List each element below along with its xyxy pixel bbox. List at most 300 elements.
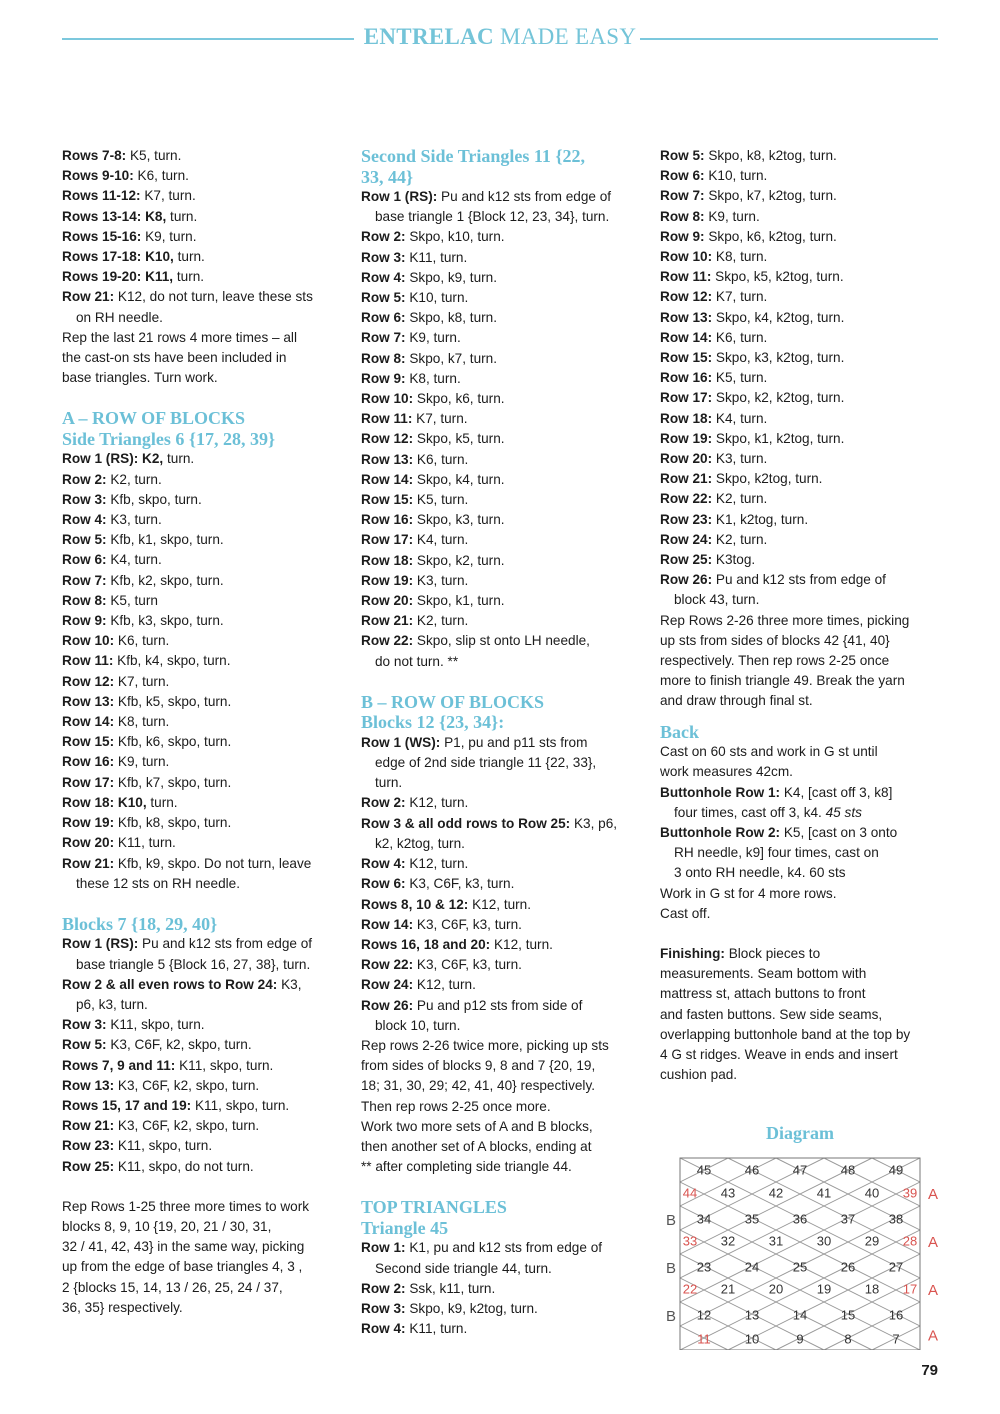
- row-label: Row 25:: [660, 552, 713, 568]
- instruction-text: K7, turn.: [140, 188, 196, 204]
- instruction-text: Skpo, k7, turn.: [405, 350, 497, 366]
- instruction-text: cushion pad.: [660, 1067, 738, 1083]
- instruction-line: [660, 570, 945, 590]
- row-label: Row 24:: [361, 977, 414, 993]
- instruction-line: [62, 854, 347, 874]
- row-label: Rows 17-18: K10,: [62, 249, 174, 265]
- section-heading: Blocks 12 {23, 34}:: [361, 712, 505, 733]
- row-label: Row 5:: [62, 1037, 107, 1053]
- row-label: Row 14:: [361, 471, 414, 487]
- instruction-text: K3tog.: [712, 552, 756, 568]
- instruction-text: base triangle 1 {Block 12, 23, 34}, turn.: [375, 209, 610, 225]
- instruction-line: [660, 671, 945, 691]
- instruction-text: Skpo, k2, k2tog, turn.: [712, 390, 845, 406]
- row-label: Rows 7, 9 and 11:: [62, 1057, 176, 1073]
- row-label: Row 1 (RS):: [361, 189, 438, 204]
- row-label: Row 14:: [62, 714, 115, 730]
- instruction-line: [361, 227, 646, 247]
- instruction-text: up sts from sides of blocks 42 {41, 40}: [660, 632, 890, 648]
- instruction-line: [361, 834, 646, 854]
- instruction-text: 18; 31, 30, 29; 42, 41, 40} respectively.: [361, 1078, 596, 1094]
- instruction-line: [361, 1117, 646, 1137]
- instruction-line: [62, 1217, 347, 1237]
- instruction-line: [361, 975, 646, 995]
- column-left: [62, 146, 347, 1318]
- row-label: Row 4:: [361, 1321, 406, 1337]
- row-label: Row 18: K10,: [62, 794, 147, 810]
- instruction-line: [62, 267, 347, 287]
- instruction-line: [361, 328, 646, 348]
- row-label: Row 21:: [62, 855, 115, 871]
- row-label: Rows 8, 10 & 12:: [361, 896, 469, 912]
- diagram-number: 34: [696, 1211, 712, 1227]
- instruction-text: P1, pu and p11 sts from: [440, 734, 588, 750]
- instruction-line: [361, 611, 646, 631]
- instruction-text: these 12 sts on RH needle.: [76, 875, 240, 891]
- row-label: Row 21:: [62, 289, 115, 305]
- instruction-text: K3, turn.: [106, 512, 162, 528]
- row-label: Row 1 (WS):: [361, 734, 441, 750]
- instruction-text: from sides of blocks 9, 8 and 7 {20, 19,: [361, 1058, 596, 1074]
- diagram-number: 46: [744, 1162, 760, 1178]
- instruction-text: Cast off.: [660, 905, 711, 921]
- entrelac-diagram: [660, 1150, 940, 1350]
- diagram-number: 10: [744, 1331, 760, 1347]
- instruction-line: [361, 1299, 646, 1319]
- section-heading: Side Triangles 6 {17, 28, 39}: [62, 428, 276, 449]
- instruction-line: [361, 308, 646, 328]
- instruction-line: [361, 1016, 646, 1036]
- row-label: Buttonhole Row 1:: [660, 784, 781, 800]
- instruction-line: [660, 469, 945, 489]
- instruction-text: Block pieces to: [724, 946, 821, 962]
- instruction-text: turn.: [173, 269, 205, 285]
- row-label: Row 5:: [660, 148, 705, 163]
- row-label: Row 26:: [660, 572, 713, 588]
- instruction-line: [62, 1015, 347, 1035]
- instruction-line: [361, 753, 646, 773]
- instruction-text: turn.: [173, 249, 205, 265]
- instruction-line: [62, 490, 347, 510]
- diagram-number: 29: [864, 1233, 880, 1249]
- instruction-line: [62, 955, 347, 975]
- row-label: Row 3:: [361, 249, 406, 265]
- instruction-line: [62, 712, 347, 732]
- row-label: Row 6:: [660, 168, 705, 184]
- instruction-line: [62, 732, 347, 752]
- instruction-line: [361, 490, 646, 510]
- instruction-line: [361, 854, 646, 874]
- instruction-line: [660, 863, 945, 883]
- instruction-text: Rep Rows 2-26 three more times, picking: [660, 612, 910, 628]
- row-label: Row 2:: [62, 471, 107, 487]
- diagram-number: 41: [816, 1185, 832, 1201]
- instruction-text: K3, C6F, k2, skpo, turn.: [106, 1037, 252, 1053]
- row-label: Row 14:: [660, 329, 713, 345]
- instruction-line: [62, 813, 347, 833]
- instruction-line: [62, 1056, 347, 1076]
- instruction-text: respectively. Then rep rows 2-25 once: [660, 653, 890, 669]
- row-label: Row 15:: [660, 350, 713, 366]
- instruction-text: K11, skpo, turn.: [175, 1057, 274, 1073]
- diagram-number: 27: [888, 1259, 904, 1275]
- instruction-line: [62, 1035, 347, 1055]
- spacer: [660, 924, 945, 944]
- row-label: Row 18:: [660, 410, 713, 426]
- diagram-number: 13: [744, 1307, 760, 1323]
- instruction-text: K5, turn.: [126, 148, 182, 163]
- instruction-text: K11, skpo, turn.: [106, 1017, 205, 1033]
- instruction-text: then another set of A blocks, ending at: [361, 1138, 592, 1154]
- instruction-text: K8, turn.: [114, 714, 170, 730]
- side-letter-a: A: [928, 1233, 939, 1251]
- side-letter-a: A: [928, 1281, 939, 1299]
- row-label: Row 17:: [660, 390, 713, 406]
- instruction-text: do not turn. **: [375, 653, 459, 669]
- instruction-text: K5, [cast on 3 onto: [780, 825, 898, 840]
- instruction-text: K5, turn.: [413, 492, 469, 508]
- diagram-number: 39: [902, 1185, 918, 1201]
- instruction-text: 32 / 41, 42, 43} in the same way, picking: [62, 1239, 305, 1255]
- instruction-line: [361, 874, 646, 894]
- row-label: Row 10:: [660, 249, 713, 265]
- instruction-text: Skpo, k3, turn.: [413, 512, 505, 528]
- row-label: Row 3:: [361, 1300, 406, 1316]
- diagram-number: 12: [696, 1307, 712, 1323]
- instruction-text: K7, turn.: [114, 673, 170, 689]
- row-label: Row 13:: [62, 1077, 115, 1093]
- instruction-line: [660, 1005, 945, 1025]
- row-label: Row 19:: [62, 815, 115, 831]
- instruction-line: [361, 591, 646, 611]
- instruction-text: Skpo, k8, k2tog, turn.: [704, 148, 837, 163]
- row-label: Buttonhole Row 2:: [660, 825, 781, 840]
- instruction-line: [660, 904, 945, 924]
- instruction-text: K12, turn.: [490, 936, 553, 952]
- instruction-line: [62, 328, 347, 348]
- instruction-line: [62, 166, 347, 186]
- instruction-text: K3, C6F, k2, skpo, turn.: [114, 1118, 260, 1134]
- instruction-text: K6, turn.: [712, 329, 768, 345]
- instruction-line: [361, 470, 646, 490]
- instruction-line: [361, 530, 646, 550]
- row-label: Row 22:: [361, 633, 414, 649]
- page-number: 79: [921, 1362, 938, 1379]
- instruction-text: K11, skpo, do not turn.: [114, 1158, 254, 1174]
- spacer: [660, 712, 945, 722]
- instruction-line: [361, 773, 646, 793]
- instruction-text: Skpo, k6, turn.: [413, 391, 505, 407]
- diagram-number: 8: [844, 1331, 852, 1347]
- side-letter-b: B: [666, 1212, 677, 1230]
- instruction-text: K9, turn.: [704, 208, 760, 224]
- diagram-number: 21: [720, 1281, 736, 1297]
- row-label: Row 3 & all odd rows to Row 25:: [361, 815, 571, 831]
- instruction-text: turn.: [166, 208, 198, 224]
- diagram-number: 36: [792, 1211, 808, 1227]
- header-rule-right: [640, 38, 938, 40]
- header-title-bold: ENTRELAC: [363, 24, 494, 49]
- section-heading: A – ROW OF BLOCKS: [62, 408, 246, 429]
- row-label: Row 10:: [361, 391, 414, 407]
- instruction-line: [660, 1045, 945, 1065]
- instruction-text: Skpo, k1, turn.: [413, 593, 505, 609]
- instruction-line: [62, 530, 347, 550]
- row-label: Finishing:: [660, 946, 725, 962]
- section-heading: Blocks 7 {18, 29, 40}: [62, 913, 218, 934]
- instruction-text: K11, turn.: [114, 835, 176, 851]
- instruction-line: [660, 207, 945, 227]
- instruction-text: K2, turn.: [712, 491, 768, 507]
- instruction-line: [62, 146, 347, 166]
- instruction-text: Skpo, k6, k2tog, turn.: [704, 228, 837, 244]
- instruction-text: Kfb, k3, skpo, turn.: [106, 613, 224, 629]
- diagram-number: 37: [840, 1211, 856, 1227]
- instruction-line: [62, 571, 347, 591]
- row-label: Row 12:: [361, 431, 414, 447]
- instruction-line: [62, 874, 347, 894]
- diagram-number: 48: [840, 1162, 856, 1178]
- instruction-text: ** after completing side triangle 44.: [361, 1159, 572, 1175]
- instruction-text: K12, do not turn, leave these sts: [114, 289, 313, 305]
- instruction-line: [660, 651, 945, 671]
- diagram-number: 24: [744, 1259, 760, 1275]
- instruction-line: [660, 146, 945, 166]
- row-label: Row 13:: [361, 451, 414, 467]
- instruction-text: Kfb, k4, skpo, turn.: [113, 653, 231, 669]
- side-letter-b: B: [666, 1308, 677, 1326]
- instruction-line: [660, 611, 945, 631]
- row-label: Row 8:: [361, 350, 406, 366]
- instruction-text: K9, turn.: [114, 754, 170, 770]
- instruction-line: [361, 187, 646, 207]
- instruction-text: measurements. Seam bottom with: [660, 966, 867, 982]
- row-label: Row 20:: [361, 593, 414, 609]
- instruction-line: [62, 308, 347, 328]
- instruction-text: Rep the last 21 rows 4 more times – all: [62, 329, 297, 345]
- instruction-text: base triangles. Turn work.: [62, 370, 218, 386]
- instruction-text: K3, turn.: [413, 572, 469, 588]
- diagram-number: 17: [902, 1281, 918, 1297]
- instruction-line: [62, 550, 347, 570]
- instruction-text: K10, turn.: [704, 168, 768, 184]
- instruction-line: [660, 308, 945, 328]
- instruction-text: Then rep rows 2-25 once more.: [361, 1098, 551, 1114]
- instruction-text: Skpo, k2tog, turn.: [712, 471, 823, 487]
- row-label: Rows 15, 17 and 19:: [62, 1098, 192, 1114]
- instruction-line: [660, 227, 945, 247]
- instruction-line: [660, 550, 945, 570]
- row-label: Row 7:: [62, 572, 107, 588]
- diagram-number: 22: [682, 1281, 698, 1297]
- section-heading: Back: [660, 721, 700, 742]
- row-label: Row 2:: [361, 795, 406, 811]
- instruction-text: Skpo, k5, k2tog, turn.: [711, 269, 844, 285]
- instruction-text: block 43, turn.: [674, 592, 760, 608]
- instruction-text: edge of 2nd side triangle 11 {22, 33},: [375, 755, 597, 771]
- instruction-line: [361, 1259, 646, 1279]
- instruction-text: more to finish triangle 49. Break the yarn: [660, 673, 905, 689]
- instruction-text: K6, turn.: [133, 168, 189, 184]
- row-label: Row 16:: [62, 754, 115, 770]
- row-label: Row 1:: [361, 1240, 406, 1256]
- instruction-text: Skpo, k8, turn.: [405, 310, 497, 326]
- side-letter-a: A: [928, 1327, 939, 1345]
- row-label: Rows 9-10:: [62, 168, 134, 184]
- section-heading: B – ROW OF BLOCKS: [361, 691, 545, 712]
- instruction-line: [660, 409, 945, 429]
- row-label: Row 8:: [660, 208, 705, 224]
- row-label: Row 24:: [660, 531, 713, 547]
- instruction-line: [62, 591, 347, 611]
- row-label: Row 6:: [62, 552, 107, 568]
- instruction-text: K9, turn.: [141, 228, 197, 244]
- instruction-text: K1, k2tog, turn.: [712, 511, 809, 527]
- instruction-text: Skpo, k4, k2tog, turn.: [712, 309, 845, 325]
- column-middle: [361, 146, 646, 1339]
- instruction-text: Kfb, k7, skpo, turn.: [114, 774, 232, 790]
- instruction-line: [660, 186, 945, 206]
- instruction-line: [361, 1157, 646, 1177]
- row-label: Row 7:: [660, 188, 705, 204]
- instruction-line: [62, 995, 347, 1015]
- row-label: Row 1 (RS): K2,: [62, 451, 164, 467]
- row-label: Row 9:: [660, 228, 705, 244]
- diagram-number: 20: [768, 1281, 784, 1297]
- instruction-line: [62, 672, 347, 692]
- instruction-line: [361, 1238, 646, 1258]
- instruction-line: [660, 590, 945, 610]
- instruction-line: [660, 823, 945, 843]
- row-label: Row 4:: [361, 269, 406, 285]
- instruction-text: Skpo, k3, k2tog, turn.: [712, 350, 845, 366]
- row-label: Rows 19-20: K11,: [62, 269, 174, 285]
- instruction-text: K3, turn.: [712, 451, 768, 467]
- instruction-line: [361, 1076, 646, 1096]
- instruction-line: [361, 450, 646, 470]
- diagram-number: 35: [744, 1211, 760, 1227]
- instruction-text: Skpo, k5, turn.: [413, 431, 505, 447]
- instruction-line: [660, 984, 945, 1004]
- instruction-line: [361, 814, 646, 834]
- instruction-line: [62, 207, 347, 227]
- row-label: Row 5:: [62, 532, 107, 548]
- stitch-count: 45 sts: [821, 804, 862, 820]
- diagram-number: 32: [720, 1233, 736, 1249]
- spacer: [62, 894, 347, 914]
- instruction-text: overlapping buttonhole band at the top by: [660, 1026, 911, 1042]
- instruction-text: K11, skpo, turn.: [114, 1138, 213, 1154]
- instruction-line: [62, 1096, 347, 1116]
- instruction-line: [62, 773, 347, 793]
- instruction-line: [62, 631, 347, 651]
- instruction-line: [361, 551, 646, 571]
- instruction-text: K12, turn.: [413, 977, 476, 993]
- instruction-text: Pu and k12 sts from edge of: [712, 572, 886, 588]
- row-label: Row 15:: [361, 492, 414, 508]
- instruction-line: [660, 884, 945, 904]
- instruction-line: [62, 833, 347, 853]
- instruction-text: K12, turn.: [405, 856, 469, 872]
- instruction-line: [361, 248, 646, 268]
- row-label: Row 21:: [660, 471, 713, 487]
- instruction-text: RH needle, k9] four times, cast on: [674, 845, 879, 861]
- instruction-line: [361, 207, 646, 227]
- row-label: Row 23:: [62, 1138, 115, 1154]
- instruction-line: [660, 944, 945, 964]
- instruction-line: [62, 1157, 347, 1177]
- instruction-line: [62, 752, 347, 772]
- diagram-number: 11: [697, 1331, 711, 1347]
- diagram-number: 7: [892, 1331, 900, 1347]
- instruction-text: Kfb, skpo, turn.: [106, 491, 202, 507]
- diagram-number: 40: [864, 1185, 880, 1201]
- row-label: Row 13:: [62, 693, 115, 709]
- instruction-line: [62, 449, 347, 469]
- row-label: Row 6:: [361, 876, 406, 892]
- row-label: Row 9:: [361, 370, 406, 386]
- instruction-text: four times, cast off 3, k4.: [674, 804, 822, 820]
- row-label: Row 3:: [62, 491, 107, 507]
- instruction-text: K5, turn.: [712, 370, 768, 386]
- instruction-line: [62, 186, 347, 206]
- diagram-number: 38: [888, 1211, 904, 1227]
- instruction-line: [62, 651, 347, 671]
- row-label: Row 22:: [361, 957, 414, 973]
- instruction-line: [660, 368, 945, 388]
- instruction-text: Skpo, k7, k2tog, turn.: [704, 188, 837, 204]
- instruction-line: [660, 247, 945, 267]
- instruction-text: K3, p6,: [570, 815, 618, 831]
- section-heading: Triangle 45: [361, 1217, 449, 1238]
- instruction-line: [660, 267, 945, 287]
- row-label: Row 19:: [361, 572, 414, 588]
- row-label: Row 19:: [660, 430, 713, 446]
- instruction-text: blocks 8, 9, 10 {19, 20, 21 / 30, 31,: [62, 1219, 272, 1235]
- instruction-text: Kfb, k8, skpo, turn.: [114, 815, 232, 831]
- instruction-line: [361, 631, 646, 651]
- instruction-text: Skpo, k1, k2tog, turn.: [712, 430, 845, 446]
- instruction-line: [62, 934, 347, 954]
- diagram-number: 31: [768, 1233, 784, 1249]
- instruction-text: work measures 42cm.: [660, 764, 793, 780]
- instruction-text: Kfb, k9, skpo. Do not turn, leave: [114, 855, 312, 871]
- instruction-line: [660, 631, 945, 651]
- instruction-line: [361, 733, 646, 753]
- row-label: Row 15:: [62, 734, 115, 750]
- side-letter-a: A: [928, 1185, 939, 1203]
- instruction-text: p6, k3, turn.: [76, 997, 148, 1013]
- instruction-text: K10, turn.: [405, 290, 469, 306]
- row-label: Row 12:: [62, 673, 115, 689]
- spacer: [361, 672, 646, 692]
- instruction-line: [361, 510, 646, 530]
- instruction-line: [361, 288, 646, 308]
- row-label: Row 26:: [361, 997, 414, 1013]
- row-label: Row 16:: [660, 370, 713, 386]
- instruction-text: K3, C6F, k3, turn.: [405, 876, 515, 892]
- instruction-text: K6, turn.: [413, 451, 469, 467]
- instruction-line: [62, 611, 347, 631]
- instruction-text: K12, turn.: [405, 795, 469, 811]
- instruction-line: [62, 1076, 347, 1096]
- row-label: Row 17:: [62, 774, 115, 790]
- instruction-line: [660, 429, 945, 449]
- instruction-text: K3, C6F, k3, turn.: [413, 916, 522, 932]
- spacer: [62, 388, 347, 408]
- instruction-text: K1, pu and k12 sts from edge of: [405, 1240, 603, 1256]
- instruction-line: [361, 409, 646, 429]
